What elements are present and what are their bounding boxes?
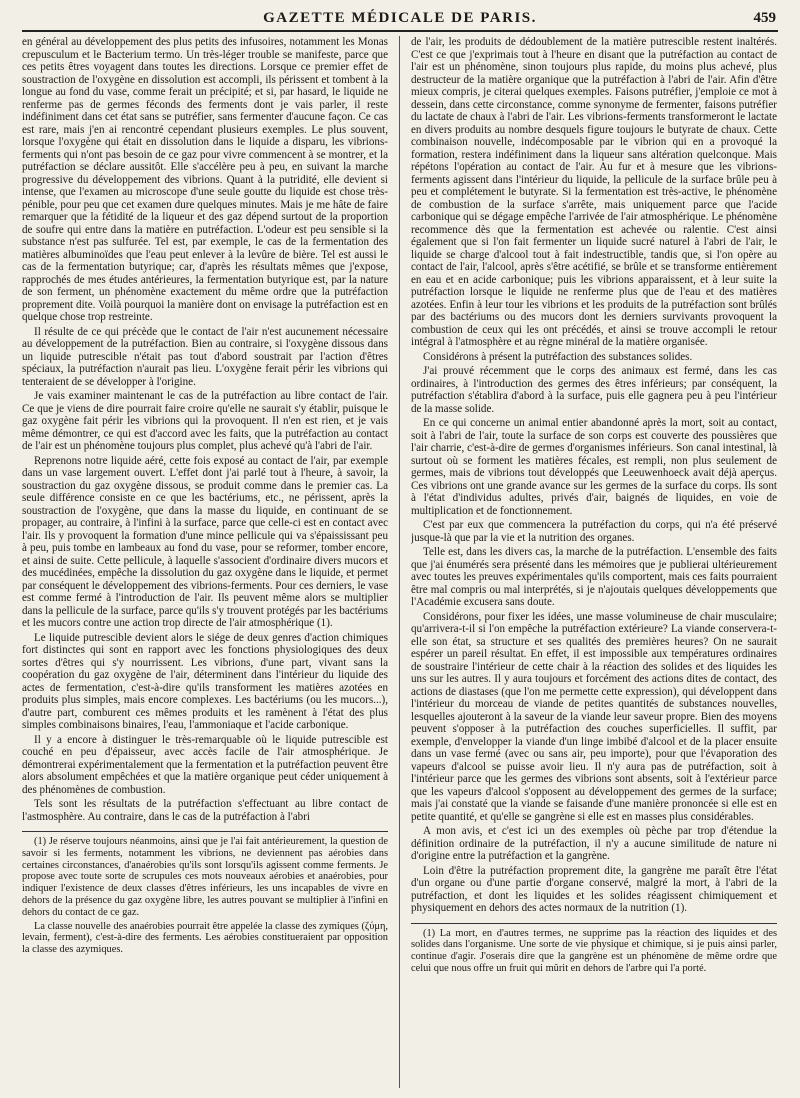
left-paragraph: Je vais examiner maintenant le cas de la putréfaction au libre contact de l'air. Ce que je viens de dire pourrait faire croire qu'elle ne saurait s'y établir, puisque le gaz oxygène fait périr les vibrions qui la provoquent. Il n'en est rien, et je vais même démontrer, ce qui est d'accord avec les faits, que la putréfaction au contact de l'air est un phénomène toujours plus complet, plus achevé qu'à l'abri de l'air. [22, 390, 388, 452]
left-paragraph: Reprenons notre liquide aéré, cette fois exposé au contact de l'air, par exemple dans un vase largement ouvert. L'effet dont j'ai parlé tout à l'heure, à savoir, la soustraction du gaz oxygène dissous, se produit comme dans le premier cas. La seule différence consiste en ce que les bactériums, etc., ne périssent, après la soustraction de l'oxygène, que dans la masse du liquide, en continuant de se propager, au contraire, à l'infini à la surface, parce que celle-ci est en contact avec l'air. Ils y provoquent la formation d'une mince pellicule qui va s'épaississant peu à peu, puis tombe en lambeaux au fond du vase, pour se reformer, tomber encore, et ainsi de suite. Cette pellicule, à laquelle s'associent d'ordinaire divers mucors et des mucédinées, empêche la dissolution du gaz oxygène dans le liquide, et permet par conséquent le développement des vibrions-ferments. Pour ces derniers, le vase est comme fermé à l'introduction de l'air. Ils peuvent même alors se multiplier dans la pellicule de la surface, parce qu'ils s'y trouvent protégés par les bactériums et les mucors contre une action trop directe de l'air atmosphérique (1). [22, 454, 388, 629]
journal-title: GAZETTE MÉDICALE DE PARIS. [263, 10, 537, 26]
page-header [22, 10, 778, 32]
right-paragraph: En ce qui concerne un animal entier abandonné après la mort, soit au contact, soit à l'abri de l'air, toute la surface de son corps est couverte des poussières que l'air charrie, c'est-à-dire de germes d'organismes inférieurs. Son canal intestinal, là surtout où se forment les matières fécales, est rempli, non plus seulement de germes, mais de vibrions tout développés que Leeuwenhoeck avait déjà aperçus. Ces vibrions ont une grande avance sur les germes de la surface du corps. Ils sont à l'état d'individus adultes, privés d'air, baignés de liquides, en voie de multiplication et de fonctionnement. [411, 417, 777, 517]
left-footnotes [22, 836, 388, 956]
right-paragraph: Considérons, pour fixer les idées, une masse volumineuse de chair musculaire; qu'arrivera-t-il si l'on empêche la putréfaction extérieure? La viande conservera-t-elle son état, sa structure et ses qualités des premières heures? On ne saurait espérer un pareil résultat. En effet, il est impossible aux températures ordinaires de soustraire l'intérieur de cette chair à la réaction des solides et des liquides les uns sur les autres. Il y aura toujours et forcément des actions dites de contact, des actions de diastases (que l'on me permette cette expression), qui développent dans l'intérieur du morceau de viande de petites quantités de substances nouvelles, lesquelles ajouteront à la saveur de la viande leur saveur propre. Bien des moyens peuvent s'opposer à la putréfaction des couches superficielles. Il suffit, par exemple, d'envelopper la viande d'un linge imbibé d'alcool et de la placer ensuite dans un vase fermé (avec ou sans air, peu importe), pour que l'évaporation des vapeurs d'alcool se puisse avoir lieu. Il n'y aura pas de putréfaction, soit à l'intérieur parce que les germes des vibrions sont absents, soit à l'extérieur parce que les vapeurs d'alcool s'opposent au développement des germes de la surface; mais j'ai constaté que la viande se faisande d'une manière prononcée si elle est en petite quantité, et qu'elle se gangrène si elle est en masses plus considérables. [411, 610, 777, 823]
left-paragraph: Il résulte de ce qui précède que le contact de l'air n'est aucunement nécessaire au développement de la putréfaction. Bien au contraire, si l'oxygène dissous dans un liquide putrescible n'était pas tout d'abord soustrait par l'action d'êtres spéciaux, la putréfaction n'aurait pas lieu. L'oxygène ferait périr les vibrions qui tenteraient de se développer à l'origine. [22, 325, 388, 388]
page-number: 459 [753, 10, 776, 26]
left-paragraph: Tels sont les résultats de la putréfaction s'effectuant au libre contact de l'astmosphère. Au contraire, dans le cas de la putréfaction à l'abri [22, 798, 388, 823]
right-paragraph: Considérons à présent la putréfaction des substances solides. [423, 350, 693, 363]
footnote-separator [22, 831, 388, 832]
footnote-separator [411, 923, 777, 924]
right-paragraph: Telle est, dans les divers cas, la marche de la putréfaction. L'ensemble des faits que j'ai énumérés sera présenté dans les mémoires que je publierai ultérieurement avec toutes les preuves expérimentales qu'ils comportent, mais ces faits pourraient être mal compris ou mal interprétés, si je n'ajoutais quelques développements que l'Académie excusera sans doute. [411, 546, 777, 608]
left-paragraph: Il y a encore à distinguer le très-remarquable où le liquide putrescible est couché en peu d'épaisseur, avec accès facile de l'air atmosphérique. Je démontrerai expérimentalement que la fermentation et la putréfaction peuvent être alors absolument empêchées et que la matière organique peut céder uniquement à des phénomènes de combustion. [22, 733, 388, 796]
right-footnotes [411, 928, 777, 975]
right-paragraph: de l'air, les produits de dédoublement de la matière putrescible restent inaltérés. C'est ce que j'exprimais tout à l'heure en disant que la putréfaction au contact de l'air est un phénomène, sinon toujours plus rapide, du moins plus achevé, plus destructeur de la matière organique que la putréfaction à l'abri de l'air. Afin d'être mieux compris, je citerai quelques exemples. Faisons putréfier, j'emploie ce mot à dessein, dans cette circonstance, comme synonyme de fermenter, faisons putréfier du lactate de chaux à l'abri de l'air. Les vibrions-ferments transformeront le lactate en divers produits au nombre desquels figure toujours le butyrate de chaux. Cette combinaison nouvelle, indécomposable par le vibrion qui en a provoqué la formation, restera indéfiniment dans la liqueur sans altération quelconque. Mais répétons l'opération au contact de l'air. Au fur et à mesure que les vibrions-ferments agissent dans l'intérieur du liquide, la pellicule de la surface brûle peu à peu et complétement le butyrate. Si la fermentation est très-active, le phénomène de combustion de la surface s'arrête, mais uniquement parce que l'acide carbonique qui se dégage empêche l'arrivée de l'air atmosphérique. Le phénomène recommence dès que la fermentation est achevée ou ralentie. C'est ainsi également que si l'on fait fermenter un liquide sucré naturel à l'abri de l'air, le liquide se charge d'alcool tout à fait indestructible, tandis que, si l'on opère au contact de l'air, l'alcool, après s'être acétifié, se brûle et se transforme entièrement en eau et en acide carbonique; puis les vibrions apparaissent, et à leur suite la putréfaction lorsque le liquide ne renferme plus que de l'eau et des matières azotées. Enfin à leur tour les vibrions et les produits de la putréfaction sont brûlés par des bactériums ou des mucors dont les derniers survivants provoquent la combustion de ceux qui les ont précédés, et ainsi se trouve accompli le retour intégral à l'atmosphère et au règne minéral de la matière organisée. [411, 36, 777, 348]
right-paragraph: J'ai prouvé récemment que le corps des animaux est fermé, dans les cas ordinaires, à l'introduction des germes des êtres inférieurs; par conséquent, la putréfaction s'établira d'abord à la surface, puis elle gagnera peu à peu l'intérieur de la masse solide. [411, 365, 777, 415]
right-paragraph: C'est par eux que commencera la putréfaction du corps, qui n'a été préservé jusque-là que par la vie et la nutrition des organes. [411, 519, 777, 544]
right-paragraph: A mon avis, et c'est ici un des exemples où pèche par trop d'étendue la définition ordinaire de la putréfaction, il n'y a aucune similitude de nature ni d'origine entre la putréfaction et la gangrène. [411, 825, 777, 862]
footnote: La classe nouvelle des anaérobies pourrait être appelée la classe des zymiques (ζύμη, levain, ferment), c'est-à-dire des ferments. Les aérobies constitueraient par opposition la classe des azymiques. [22, 920, 388, 956]
right-column [411, 36, 777, 1088]
footnote: (1) Je réserve toujours néanmoins, ainsi que je l'ai fait antérieurement, la question de savoir si les ferments, notamment les vibrions, ne deviennent pas aérobies dans certaines circonstances, d'anaérobies qu'ils sont lorsqu'ils agissent comme ferments. Je propose avec toute sorte de scrupules ces mots nouveaux aérobies et anaérobies, pour indiquer l'existence de deux classes d'êtres inférieurs, les uns incapables de vivre en dehors de la présence du gaz oxygène libre, les autres pouvant se multiplier à l'infini en dehors du contact de ce gaz. [22, 836, 388, 918]
left-column [22, 36, 388, 1088]
right-paragraph: Loin d'être la putréfaction proprement dite, la gangrène me paraît être l'état d'un organe ou d'une partie d'organe conservé, malgré la mort, à l'abri de la putréfaction, et dont les liquides et les solides réagissent chimiquement et physiquement en dehors des actes normaux de la nutrition (1). [411, 864, 777, 914]
left-paragraph: Le liquide putrescible devient alors le siége de deux genres d'action chimiques fort distinctes qui sont en rapport avec les fonctions physiologiques des deux sortes d'êtres qui s'y nourrissent. Les vibrions, d'une part, vivant sans la coopération du gaz oxygène de l'air, déterminent dans l'intérieur du liquide des actes de fermentation, c'est-à-dire qu'ils transforment les matières azotées en produits plus simples, mais encore complexes. Les bactériums (ou les mucors...), d'autre part, comburent ces mêmes produits et les ramènent à l'état des plus simples combinaisons binaires, l'eau, l'ammoniaque et l'acide carbonique. [22, 631, 388, 731]
column-divider [399, 36, 400, 1088]
footnote: (1) La mort, en d'autres termes, ne supprime pas la réaction des liquides et des solides dans l'organisme. Une sorte de vie physique et chimique, si je puis ainsi parler, continue d'agir. J'oserais dire que la gangrène est un phénomène de même ordre que celui que nous offre un fruit qui mûrit en dehors de l'arbre qui l'a porté. [411, 927, 777, 974]
left-paragraph: en général au développement des plus petits des infusoires, notamment les Monas crepusculum et le Bacterium termo. Un très-léger trouble se manifeste, parce que ces petits êtres voyagent dans toutes les directions. Lorsque ce premier effet de soustraction de l'oxygène en dissolution est accompli, ils périssent et tombent à la longue au fond du vase, comme ferait un précipité; et si, par hasard, le liquide ne renferme pas de germes féconds des ferments dont je vais parler, il reste indéfiniment dans cet état sans se putréfier, sans fermenter d'aucune façon. Ce cas est rare, mais j'en ai rencontré cependant plusieurs exemples. Le plus souvent, lorsque l'oxygène qui était en dissolution dans le liquide a disparu, les vibrions-ferments qui n'ont pas besoin de ce gaz pour vivre commencent à se montrer, et la putréfaction se déclare aussitôt. Elle s'accélère peu à peu, en suivant la marche progressive du développement des vibrions. Quant à la putridité, elle devient si intense, que l'examen au microscope d'une seule goutte du liquide est chose très-pénible, pour peu que cet examen dure quelques minutes. Mais je me hâte de faire remarquer que la fétidité de la liqueur et des gaz dépend surtout de la proportion de soufre qui entre dans la matière en putréfaction. L'odeur est peu sensible si la substance n'est pas sulfurée. Tel est, par exemple, le cas de la fermentation des matières albuminoïdes que l'eau peut enlever à la levûre de bière. Tel est aussi le cas de la fermentation butyrique; car, d'après les résultats mêmes que j'expose, rapprochés de mes études antérieures, la fermentation butyrique est, par la nature de son ferment, un phénomène exactement du même ordre que la putréfaction proprement dite. Voilà pourquoi la manière dont on envisage la putréfaction est en quelque chose trop restreinte. [22, 36, 388, 323]
